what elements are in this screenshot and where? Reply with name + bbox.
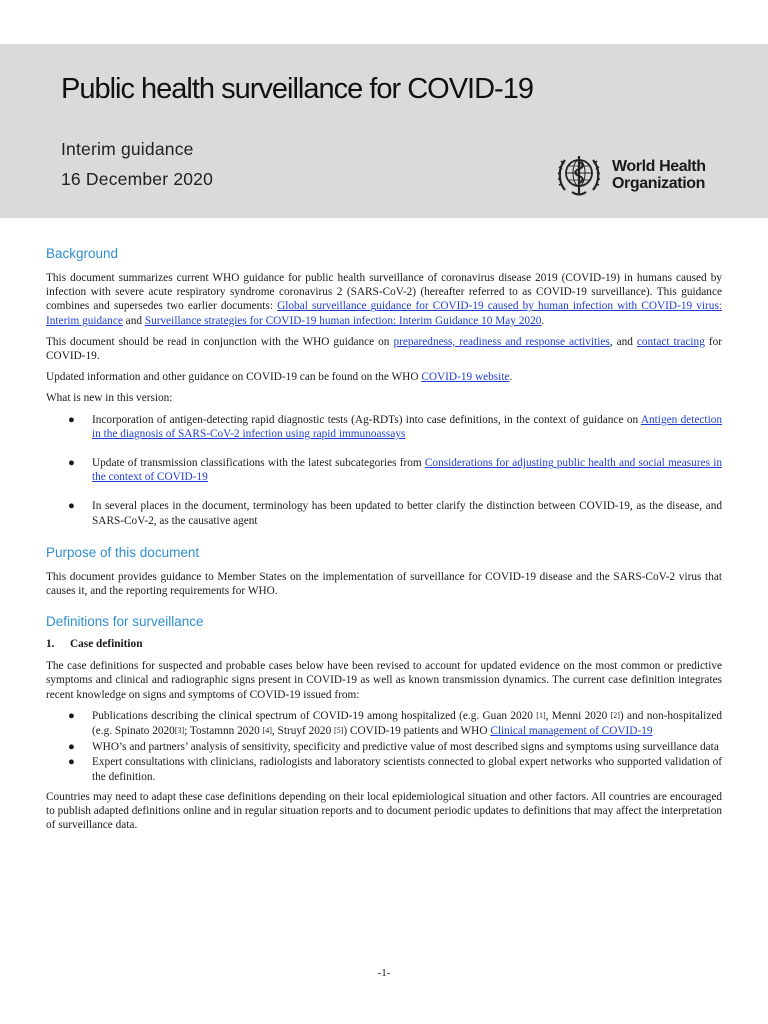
text: ) and non-hospitalized (e.g. Spinato 2020 xyxy=(92,709,722,738)
case-definition-paragraph: The case definitions for suspected and probable cases below have been revised to account for updated evidence on the most common or predictive symptoms and clinical and radiographic signs present in COVID-19 as well as known transmission dynamics. The current case definition integrates recent knowledge on signs and symptoms of COVID-19 issued from: xyxy=(46,660,722,701)
citation-ref[interactable]: [2] xyxy=(610,710,620,720)
bullet-icon: ● xyxy=(68,413,75,426)
text: , Menni 2020 xyxy=(545,709,611,722)
who-name-line1: World Health xyxy=(612,158,706,175)
who-name-line2: Organization xyxy=(612,175,705,192)
list-item xyxy=(46,499,722,527)
section-heading-background: Background xyxy=(46,246,119,261)
who-emblem-icon xyxy=(554,150,604,200)
adapt-definitions-paragraph: Countries may need to adapt these case definitions depending on their local epidemiological situation and other factors. All countries are encouraged to publish adapted definitions online and in regular situation reports and to document periodic updates to definitions that may affect the interpretation of surveillance data. xyxy=(46,790,722,832)
text: This document should be read in conjunction with the WHO guidance on xyxy=(46,335,394,348)
text: Publications describing the clinical spectrum of COVID-19 among hospitalized (e.g. Guan 2020 xyxy=(92,709,537,722)
text: ) COVID-19 patients and WHO xyxy=(343,725,491,738)
who-logo xyxy=(554,150,714,200)
whats-new-intro: What is new in this version: xyxy=(46,392,173,405)
link-clinical-management[interactable]: Clinical management of COVID-19 xyxy=(490,725,653,738)
list-item xyxy=(46,740,722,754)
item-number: 1. xyxy=(46,638,55,651)
text: Expert consultations with clinicians, radiologists and laboratory scientists connected to global expert networks who supported validation of the definition. xyxy=(92,756,722,783)
text: WHO’s and partners’ analysis of sensitivity, specificity and predictive value of most described signs and symptoms using surveillance data xyxy=(92,741,719,754)
text: Update of transmission classifications with the latest subcategories from xyxy=(92,457,425,470)
purpose-paragraph: This document provides guidance to Member States on the implementation of surveillance for COVID-19 disease and the SARS-CoV-2 virus that causes it, and the reporting requirements for WHO. xyxy=(46,570,722,598)
link-antigen-detection[interactable]: Antigen detection in the diagnosis of SARS-CoV-2 infection using rapid immunoassays xyxy=(92,413,723,440)
link-covid-website[interactable]: COVID-19 website xyxy=(421,371,510,384)
list-item xyxy=(46,709,722,739)
text: and xyxy=(122,314,145,327)
background-paragraph-1 xyxy=(46,271,722,328)
subheading-case-definition xyxy=(46,637,722,651)
background-paragraph-2 xyxy=(46,335,722,363)
text: . xyxy=(541,314,545,327)
who-name-text xyxy=(612,158,706,192)
document-title: Public health surveillance for COVID-19 xyxy=(61,73,533,105)
text: ; Tostamnn 2020 xyxy=(184,725,263,738)
list-item xyxy=(46,456,722,484)
document-subtitle: Interim guidance xyxy=(61,139,194,159)
text: Incorporation of antigen-detecting rapid diagnostic tests (Ag-RDTs) into case definitions, in the context of guidance on xyxy=(92,413,641,426)
citation-ref[interactable]: [1] xyxy=(536,710,546,720)
background-paragraph-3 xyxy=(46,370,722,384)
bullet-icon: ● xyxy=(68,741,75,754)
section-heading-definitions: Definitions for surveillance xyxy=(46,614,204,630)
text: , Struyf 2020 xyxy=(271,725,335,738)
link-preparedness[interactable]: preparedness, readiness and response activities xyxy=(393,335,610,348)
list-item xyxy=(46,755,722,783)
item-title: Case definition xyxy=(70,638,143,651)
list-item xyxy=(46,413,722,441)
citation-ref[interactable]: [3] xyxy=(174,726,185,736)
bullet-icon: ● xyxy=(68,756,75,769)
document-date: 16 December 2020 xyxy=(61,169,214,189)
citation-ref[interactable]: [4] xyxy=(262,726,272,736)
citation-ref[interactable]: [5] xyxy=(334,726,344,736)
text: In several places in the document, terminology has been updated to better clarify the distinction between COVID-19, as the disease, and SARS-CoV-2, as the causative agent xyxy=(92,500,722,527)
text: This document summarizes current WHO guidance for public health surveillance of coronavirus disease 2019 (COVID-19) in humans caused by infection with severe acute respiratory syndrome coronavirus 2 (SARS-CoV-2) (hereafter referred to as COVID-19 surveillance). This guidance combines and supersedes two earlier documents: xyxy=(46,272,722,313)
bullet-icon: ● xyxy=(68,500,75,513)
text: . xyxy=(509,371,513,384)
text: for COVID-19. xyxy=(46,335,723,363)
case-definition-sources-list xyxy=(46,709,722,784)
text: , and xyxy=(609,335,637,348)
bullet-icon: ● xyxy=(68,457,75,470)
text: Updated information and other guidance on COVID-19 can be found on the WHO xyxy=(46,371,422,384)
bullet-icon: ● xyxy=(68,709,75,722)
whats-new-list xyxy=(46,413,722,528)
document-body xyxy=(46,244,722,839)
page-number: -1- xyxy=(377,967,391,979)
link-surveillance-strategies[interactable]: Surveillance strategies for COVID-19 human infection: Interim Guidance 10 May 2020 xyxy=(144,314,542,327)
link-global-surveillance-guidance[interactable]: Global surveillance guidance for COVID-19 caused by human infection with COVID-19 virus: Interim guidance xyxy=(46,300,722,327)
section-heading-purpose: Purpose of this document xyxy=(46,544,200,560)
link-phsm-considerations[interactable]: Considerations for adjusting public health and social measures in the context of COVID-19 xyxy=(92,457,722,484)
link-contact-tracing[interactable]: contact tracing xyxy=(636,335,705,348)
